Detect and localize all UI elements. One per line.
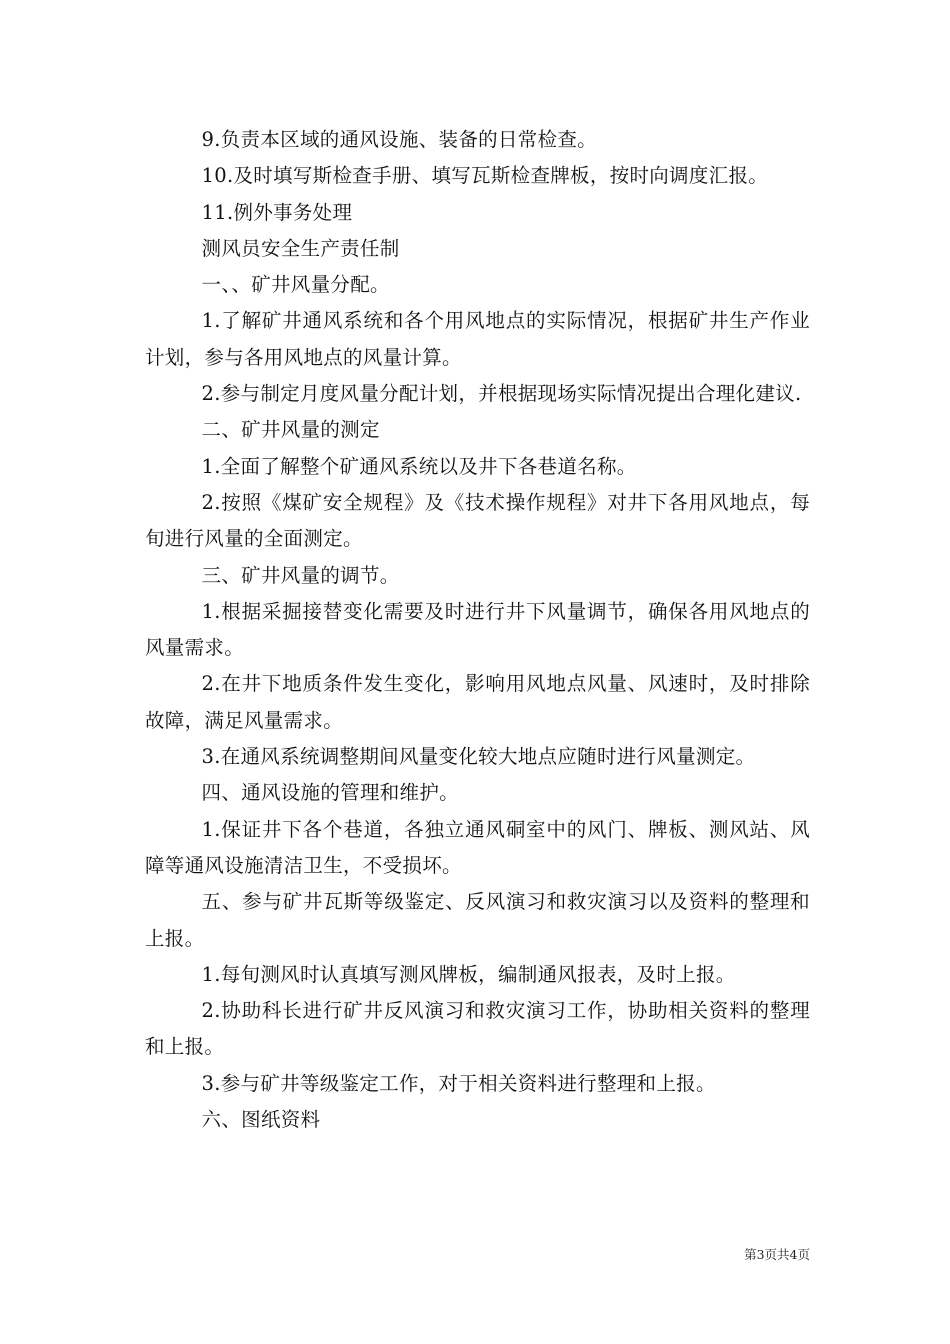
paragraph: 1.全面了解整个矿通风系统以及井下各巷道名称。 [201,454,637,478]
page-number: 第3页共4页 [744,1247,810,1262]
section-heading: 四、通风设施的管理和维护。 [201,781,459,805]
section-heading: 三、矿井风量的调节。 [201,563,400,587]
section-heading: 五、参与矿井瓦斯等级鉴定、反风演习和救灾演习以及资料的整理和上报。 [145,890,810,950]
paragraph: 1.根据采掘接替变化需要及时进行井下风量调节，确保各用风地点的风量需求。 [145,599,810,660]
paragraph: 2.在井下地质条件发生变化，影响用风地点风量、风速时，及时排除故障，满足风量需求。 [145,672,810,732]
paragraph: 3.在通风系统调整期间风量变化较大地点应随时进行风量测定。 [201,745,756,769]
paragraph: 3.参与矿井等级鉴定工作，对于相关资料进行整理和上报。 [201,1071,716,1095]
section-heading: 一、、矿井风量分配。 [201,273,390,297]
document-body [145,122,810,1138]
paragraph: 2.参与制定月度风量分配计划，并根据现场实际情况提出合理化建议. [201,382,802,406]
paragraph: 9.负责本区域的通风设施、装备的日常检查。 [201,128,597,151]
section-heading: 二、矿井风量的测定 [201,418,380,442]
section-heading: 六、图纸资料 [201,1108,321,1132]
paragraph: 10.及时填写斯检查手册、填写瓦斯检查牌板，按时向调度汇报。 [201,164,769,188]
paragraph: 2.协助科长进行矿井反风演习和救灾演习工作，协助相关资料的整理和上报。 [145,999,810,1059]
section-title: 测风员安全生产责任制 [201,236,400,260]
paragraph: 2.按照《煤矿安全规程》及《技术操作规程》对井下各用风地点，每旬进行风量的全面测定。 [145,490,810,551]
paragraph: 1.保证井下各个巷道，各独立通风硐室中的风门、牌板、测风站、风障等通风设施清洁卫生，不受损坏。 [145,817,810,877]
paragraph: 11.例外事务处理 [201,200,353,224]
paragraph: 1.了解矿井通风系统和各个用风地点的实际情况，根据矿井生产作业计划，参与各用风地点的风量计算。 [145,309,810,369]
paragraph: 1.每旬测风时认真填写测风牌板，编制通风报表，及时上报。 [201,962,736,986]
